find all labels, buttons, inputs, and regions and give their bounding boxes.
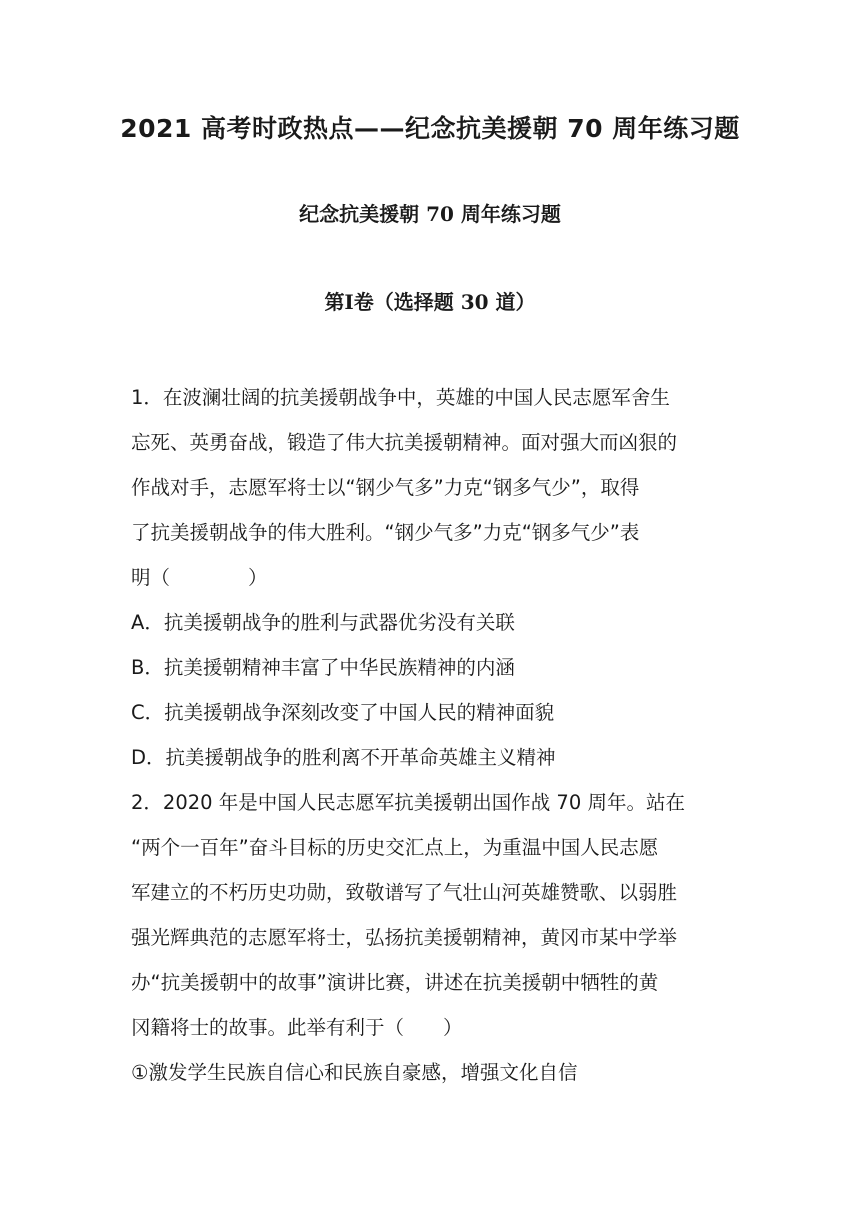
question-stem-line: 军建立的不朽历史功勋，致敬谱写了气壮山河英雄赞歌、以弱胜 [131, 881, 678, 904]
question-stem-line: 作战对手，志愿军将士以“钢少气多”力克“钢多气少”，取得 [131, 476, 640, 499]
subtitle: 纪念抗美援朝 70 周年练习题 [299, 202, 561, 226]
question-stem-line: 了抗美援朝战争的伟大胜利。“钢少气多”力克“钢多气少”表 [131, 521, 640, 544]
option-a: A．抗美援朝战争的胜利与武器优劣没有关联 [131, 611, 515, 634]
question-stem-line: “两个一百年”奋斗目标的历史交汇点上，为重温中国人民志愿 [131, 836, 659, 859]
question-1 [131, 375, 731, 780]
option-c: C．抗美援朝战争深刻改变了中国人民的精神面貌 [131, 701, 555, 724]
question-stem-line: 明（ ） [131, 566, 268, 589]
option-b: B．抗美援朝精神丰富了中华民族精神的内涵 [131, 656, 515, 679]
question-list [131, 375, 731, 1095]
question-stem-line: 2．2020 年是中国人民志愿军抗美援朝出国作战 70 周年。站在 [131, 791, 685, 814]
main-title: 2021 高考时政热点——纪念抗美援朝 70 周年练习题 [120, 114, 740, 143]
question-stem-line: 1．在波澜壮阔的抗美援朝战争中，英雄的中国人民志愿军舍生 [131, 386, 670, 409]
question-stem-line: 办“抗美援朝中的故事”演讲比赛，讲述在抗美援朝中牺牲的黄 [131, 971, 659, 994]
statement-1: ①激发学生民族自信心和民族自豪感，增强文化自信 [131, 1061, 578, 1084]
section-title: 第Ⅰ卷（选择题 30 道） [324, 290, 536, 314]
question-stem-line: 冈籍将士的故事。此举有利于（ ） [131, 1016, 463, 1039]
question-stem-line: 忘死、英勇奋战，锻造了伟大抗美援朝精神。面对强大而凶狠的 [131, 431, 678, 454]
question-2 [131, 780, 731, 1095]
option-d: D．抗美援朝战争的胜利离不开革命英雄主义精神 [131, 746, 556, 769]
question-stem-line: 强光辉典范的志愿军将士，弘扬抗美援朝精神，黄冈市某中学举 [131, 926, 678, 949]
